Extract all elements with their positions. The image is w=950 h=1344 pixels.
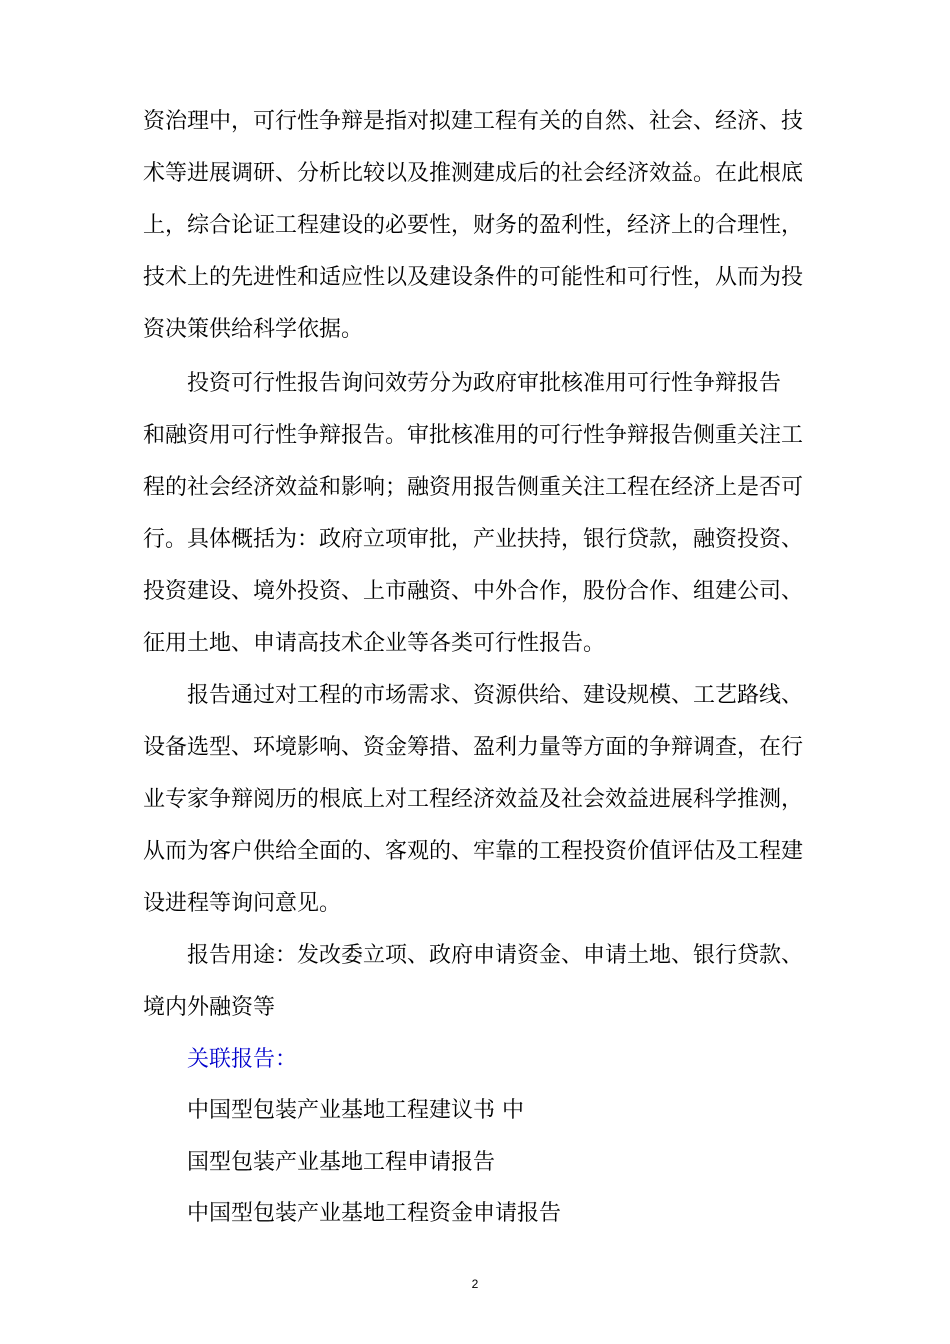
text-line: 资治理中，可行性争辩是指对拟建工程有关的自然、社会、经济、技 xyxy=(143,109,804,134)
related-reports-heading: 关联报告： xyxy=(187,1047,298,1072)
text-line: 投资建设、境外投资、上市融资、中外合作，股份合作、组建公司、 xyxy=(143,579,804,604)
page-number: 2 xyxy=(471,1277,479,1291)
text-line: 报告通过对工程的市场需求、资源供给、建设规模、工艺路线、 xyxy=(187,683,804,708)
related-report-item: 中国型包装产业基地工程建议书 中 xyxy=(187,1098,524,1123)
text-line: 境内外融资等 xyxy=(143,995,276,1020)
related-report-item: 国型包装产业基地工程申请报告 xyxy=(187,1150,496,1175)
text-line: 行。具体概括为：政府立项审批，产业扶持，银行贷款，融资投资、 xyxy=(143,527,804,552)
text-line: 技术上的先进性和适应性以及建设条件的可能性和可行性，从而为投 xyxy=(143,265,804,290)
text-line: 术等进展调研、分析比较以及推测建成后的社会经济效益。在此根底 xyxy=(143,161,804,186)
text-line: 从而为客户供给全面的、客观的、牢靠的工程投资价值评估及工程建 xyxy=(143,839,804,864)
text-line: 设进程等询问意见。 xyxy=(143,891,342,916)
text-line: 投资可行性报告询问效劳分为政府审批核准用可行性争辩报告 xyxy=(187,371,782,396)
text-line: 设备选型、环境影响、资金筹措、盈利力量等方面的争辩调查，在行 xyxy=(143,735,804,760)
text-line: 业专家争辩阅历的根底上对工程经济效益及社会效益进展科学推测， xyxy=(143,787,804,812)
text-line: 资决策供给科学依据。 xyxy=(143,317,364,342)
text-line: 程的社会经济效益和影响；融资用报告侧重关注工程在经济上是否可 xyxy=(143,475,804,500)
text-line: 征用土地、申请高技术企业等各类可行性报告。 xyxy=(143,631,606,656)
text-line: 和融资用可行性争辩报告。审批核准用的可行性争辩报告侧重关注工 xyxy=(143,423,804,448)
related-report-item: 中国型包装产业基地工程资金申请报告 xyxy=(187,1201,562,1226)
text-line: 上，综合论证工程建设的必要性，财务的盈利性，经济上的合理性， xyxy=(143,213,804,238)
text-line: 报告用途：发改委立项、政府申请资金、申请土地、银行贷款、 xyxy=(187,943,804,968)
